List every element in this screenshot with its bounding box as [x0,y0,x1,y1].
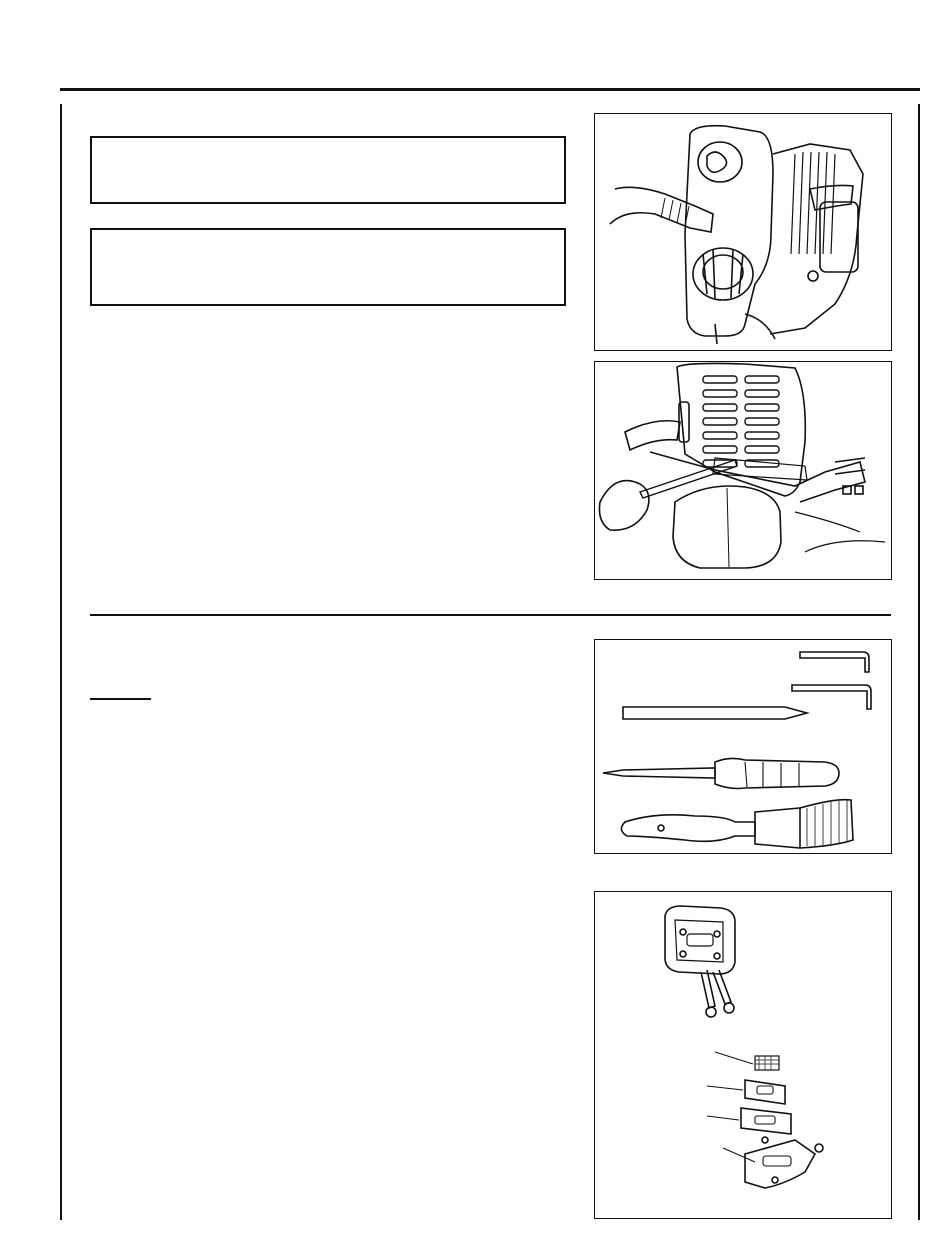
screwdriver-handle [715,758,839,788]
bolt-2 [713,970,731,1004]
engine-cover-illustration [595,114,891,350]
right-margin-rule [918,104,920,1220]
left-margin-rule [60,104,62,1220]
tools-illustration [595,640,891,853]
spark-screen [755,1056,779,1070]
screwdriver-shaft [603,768,715,778]
top-rule [60,88,920,91]
muffler-cover [745,1140,815,1188]
figure-tools [594,639,892,854]
muffler-exploded-illustration [595,892,891,1218]
note-box-1 [90,136,566,204]
figure-muffler-cover-screwdriver [594,361,892,580]
figure-engine-cover [594,113,892,351]
bolt-1 [701,970,715,1008]
gasket [745,1080,785,1104]
brush-handle [621,815,755,841]
figure-muffler-exploded [594,891,892,1219]
plate [741,1108,791,1134]
note-box-2 [90,228,566,306]
punch-tool [623,707,807,719]
section-divider [90,614,891,616]
hex-key-small [792,685,871,709]
heading-underline [90,698,151,700]
hex-key-large [800,652,869,672]
muffler-cover-illustration [595,362,891,579]
